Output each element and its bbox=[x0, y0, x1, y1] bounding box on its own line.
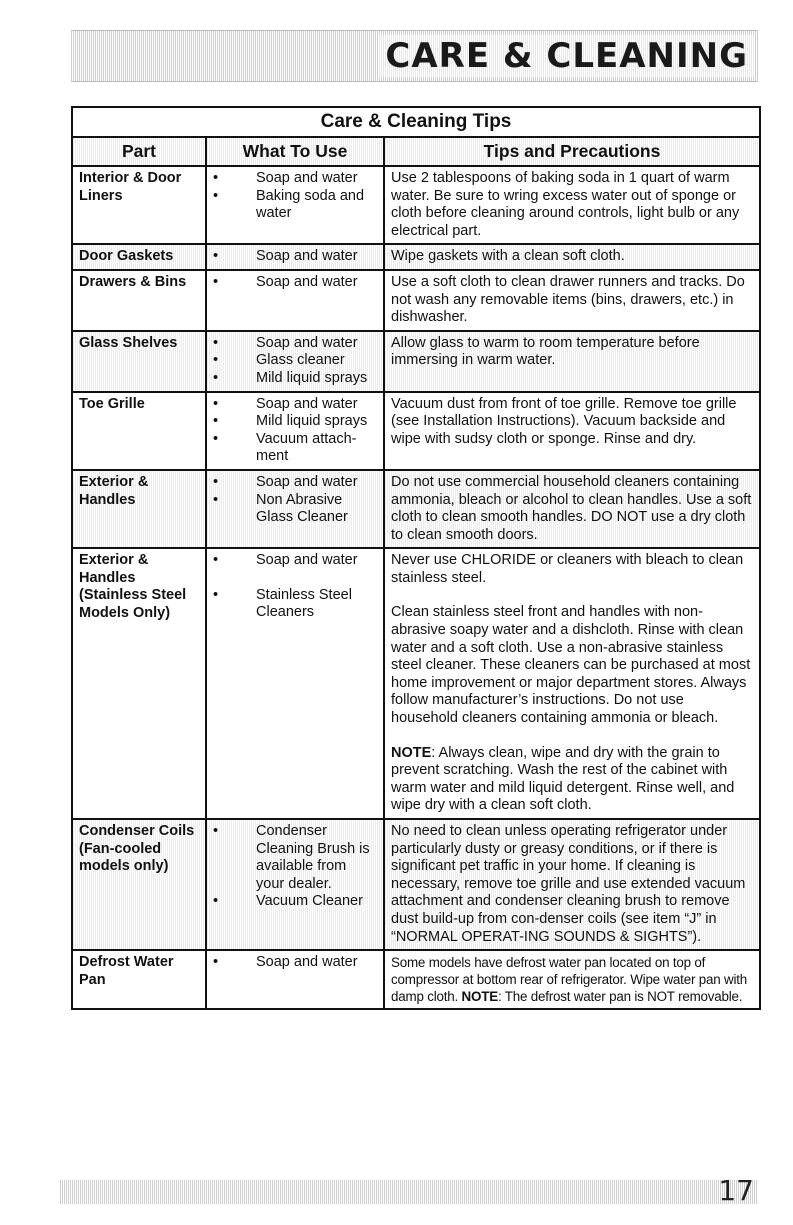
use-item: • Vacuum attach-ment bbox=[213, 431, 377, 466]
tip-text-before: Some models have defrost water pan located on top of compressor at bottom rear of refrigerator. Wipe water pan with damp cloth. bbox=[391, 955, 747, 1005]
tip-text: No need to clean unless operating refrigerator under particularly dusty or greasy conditions, or if there is significant pet traffic in your home. If cleaning is necessary, remove toe grille and use extended vacuum attachment and condenser cleaning brush to remove dust build-up from con-denser coils (see item “J” in “NORMAL OPERAT-ING SOUNDS & SIGHTS”). bbox=[391, 823, 746, 945]
use-item: • Soap and water bbox=[213, 274, 377, 292]
row-part: Exterior & Handles bbox=[72, 470, 206, 548]
use-item: • Vacuum Cleaner bbox=[213, 893, 377, 911]
row-uses bbox=[206, 244, 384, 270]
tip-text: Allow glass to warm to room temperature before immersing in warm water. bbox=[391, 334, 700, 369]
row-part: Drawers & Bins bbox=[72, 270, 206, 331]
row-part: Defrost Water Pan bbox=[72, 950, 206, 1009]
use-item: • Mild liquid sprays bbox=[213, 370, 377, 388]
row-tips bbox=[384, 331, 760, 392]
use-item: • Soap and water bbox=[213, 396, 377, 414]
use-item: • Non Abrasive Glass Cleaner bbox=[213, 492, 377, 527]
tip-text: Clean stainless steel front and handles with non-abrasive soapy water and a dishcloth. Rinse with clean water and a soft cloth. Use a non-abrasive stainless steel cleaner. These cleaners can be purchased at most home improvement or major department stores. Always follow manufacturer’s instructions. Do not use household cleaners containing ammonia or bleach. bbox=[391, 604, 751, 727]
note-label: NOTE bbox=[461, 989, 498, 1005]
table-row bbox=[72, 166, 760, 244]
use-item: • Mild liquid sprays bbox=[213, 413, 377, 431]
use-item: • Glass cleaner bbox=[213, 352, 377, 370]
row-part: Condenser Coils (Fan-cooled models only) bbox=[72, 819, 206, 950]
row-tips bbox=[384, 166, 760, 244]
tip-text bbox=[391, 954, 753, 1005]
note-label: NOTE bbox=[391, 744, 432, 761]
tip-text: Vacuum dust from front of toe grille. Remove toe grille (see Installation Instructions). Vacuum backside and wipe with sudsy cloth or sponge. Rinse and dry. bbox=[391, 395, 737, 447]
use-item: • Stainless Steel Cleaners bbox=[213, 587, 377, 622]
row-uses bbox=[206, 331, 384, 392]
use-item: • Soap and water bbox=[213, 335, 377, 353]
row-part: Interior & Door Liners bbox=[72, 166, 206, 244]
row-tips bbox=[384, 470, 760, 548]
column-header-tips: Tips and Precautions bbox=[384, 137, 760, 166]
row-uses bbox=[206, 819, 384, 950]
row-uses bbox=[206, 548, 384, 819]
tip-text: Use a soft cloth to clean drawer runners and tracks. Do not wash any removable items (bins, drawers, etc.) in dishwasher. bbox=[391, 273, 745, 326]
row-tips bbox=[384, 392, 760, 470]
care-cleaning-table bbox=[71, 106, 761, 1010]
table-row bbox=[72, 548, 760, 819]
use-item: • Soap and water bbox=[213, 474, 377, 492]
row-uses bbox=[206, 166, 384, 244]
row-part: Exterior & Handles (Stainless Steel Models Only) bbox=[72, 548, 206, 819]
tip-text-after: : The defrost water pan is NOT removable. bbox=[497, 989, 743, 1005]
tip-text: Never use CHLORIDE or cleaners with bleach to clean stainless steel. bbox=[391, 552, 744, 586]
use-item: • Soap and water bbox=[213, 170, 377, 188]
row-uses bbox=[206, 950, 384, 1009]
section-title: CARE & CLEANING bbox=[379, 35, 754, 77]
row-uses bbox=[206, 270, 384, 331]
table-row bbox=[72, 950, 760, 1009]
row-tips bbox=[384, 244, 760, 270]
row-uses bbox=[206, 392, 384, 470]
table-row bbox=[72, 331, 760, 392]
row-part: Toe Grille bbox=[72, 392, 206, 470]
page-number: 17 bbox=[718, 1174, 754, 1207]
table-row bbox=[72, 270, 760, 331]
footer-bar bbox=[60, 1174, 758, 1207]
section-header-bar bbox=[71, 30, 758, 82]
row-tips bbox=[384, 819, 760, 950]
use-item: • Condenser Cleaning Brush is available from your dealer. bbox=[213, 823, 377, 893]
table-caption: Care & Cleaning Tips bbox=[72, 107, 760, 137]
tip-text: Wipe gaskets with a clean soft cloth. bbox=[391, 248, 625, 265]
row-tips bbox=[384, 950, 760, 1009]
column-header-part: Part bbox=[72, 137, 206, 166]
use-item: • Soap and water bbox=[213, 954, 377, 972]
tip-text: Use 2 tablespoons of baking soda in 1 quart of warm water. Be sure to wring excess water out of sponge or cloth before cleaning around controls, light bulb or any electrical part. bbox=[391, 170, 740, 239]
table-row bbox=[72, 244, 760, 270]
use-item: • Baking soda and water bbox=[213, 188, 377, 223]
use-item: • Soap and water bbox=[213, 552, 377, 570]
note-text: : Always clean, wipe and dry with the grain to prevent scratching. Wash the rest of the cabinet with warm water and mild liquid detergent. Rinse well, and wipe dry with a clean soft cloth. bbox=[391, 744, 735, 814]
row-tips bbox=[384, 548, 760, 819]
row-part: Glass Shelves bbox=[72, 331, 206, 392]
table-row bbox=[72, 470, 760, 548]
use-item: • Soap and water bbox=[213, 248, 377, 266]
table-row bbox=[72, 819, 760, 950]
row-part: Door Gaskets bbox=[72, 244, 206, 270]
row-uses bbox=[206, 470, 384, 548]
tip-note bbox=[391, 745, 753, 815]
table-row bbox=[72, 392, 760, 470]
column-header-what-to-use: What To Use bbox=[206, 137, 384, 166]
tip-text: Do not use commercial household cleaners containing ammonia, bleach or alcohol to clean handles. Use a soft cloth to clean smooth handles. DO NOT use a dry cloth to clean smooth doors. bbox=[391, 473, 752, 543]
row-tips bbox=[384, 270, 760, 331]
